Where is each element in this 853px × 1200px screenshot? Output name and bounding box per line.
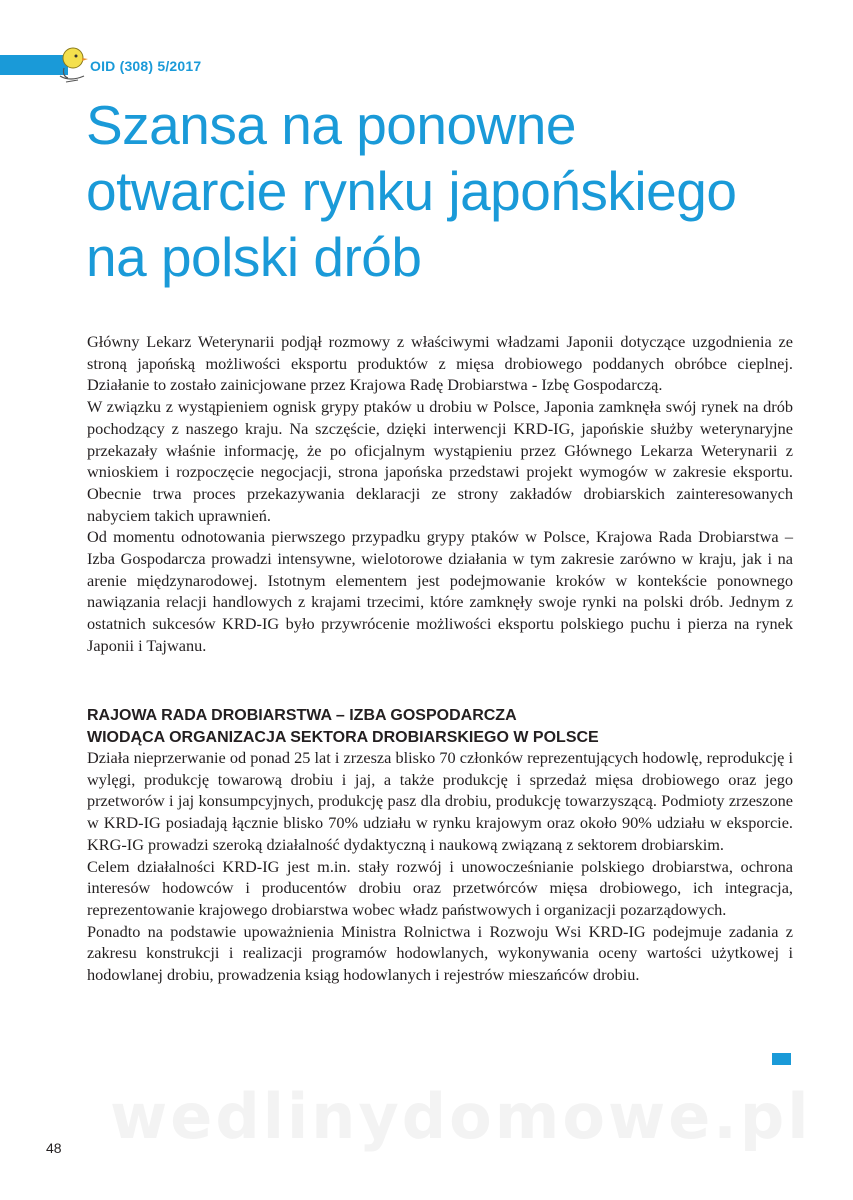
watermark: wedlinydomowe.pl [110,1080,812,1153]
page-number: 48 [46,1140,62,1156]
issue-label: OID (308) 5/2017 [90,58,202,74]
paragraph: Działa nieprzerwanie od ponad 25 lat i zrzesza blisko 70 członków reprezentujących hodowlę, reprodukcję i wylęgi, produkcję towarową drobiu i jaj, a także produkcję i sprzedaż mięsa drobiowego oraz jego przetworów i jaj konsumpcyjnych, produkcję pasz dla drobiu, produkcję towarzyszącą. Podmioty zrzeszone w KRD-IG posiadają łącznie blisko 70% udziału w rynku krajowym oraz około 90% udziału w eksporcie. KRG-IG prowadzi szeroką działalność dydaktyczną i naukową związaną z sektorem drobiarskim. [87,748,793,854]
title-line: Szansa na ponowne [86,94,576,156]
section-text [87,747,793,986]
section-heading-line: WIODĄCA ORGANIZACJA SEKTORA DROBIARSKIEGO W POLSCE [87,728,599,746]
title-line: na polski drób [86,226,422,288]
article-title [86,92,826,290]
chick-logo-icon [58,46,92,86]
paragraph: Ponadto na podstawie upoważnienia Ministra Rolnictwa i Rozwoju Wsi KRD-IG podejmuje zadania z zakresu konstrukcji i realizacji programów hodowlanych, wykonywania oceny wartości użytkowej i hodowlanej drobiu, prowadzenia ksiąg hodowlanych i rejestrów mieszańców drobiu. [87,921,793,985]
section-heading [87,705,793,748]
paragraph: Główny Lekarz Weterynarii podjął rozmowy z właściwymi władzami Japonii dotyczące uzgodnienia ze stroną japońską możliwości eksportu produktów z mięsa drobiowego poddanych obróbce cieplnej. Działanie to zostało zainicjowane przez Krajowa Radę Drobiarstwa - Izbę Gospodarczą. [87,332,793,395]
paragraph: W związku z wystąpieniem ognisk grypy ptaków u drobiu w Polsce, Japonia zamknęła swój rynek na drób pochodzący z naszego kraju. Na szczęście, dzięki interwencji KRD-IG, japońskie służby weterynaryjne przekazały właśnie informację, że po oficjalnym wystąpieniu przez Głównego Lekarza Weterynarii z wnioskiem i rozpoczęcie negocjacji, strona japońska przedstawi projekt wymogów w zakresie eksportu. Obecnie trwa proces przekazywania deklaracji ze strony zakładów drobiarskich zainteresowanych nabyciem takich uprawnień. [87,397,793,525]
paragraph: Od momentu odnotowania pierwszego przypadku grypy ptaków w Polsce, Krajowa Rada Drobiarstwa – Izba Gospodarcza prowadzi intensywne, wielotorowe działania w tym zakresie zarówno w kraju, jak i na arenie międzynarodowej. Istotnym elementem jest podejmowanie kroków w kontekście ponownego nawiązania relacji handlowych z krajami trzecimi, które zamknęły swoje rynki na polski drób. Jednym z ostatnich sukcesów KRD-IG było przywrócenie możliwości eksportu polskiego puchu i pierza na rynek Japonii i Tajwanu. [87,527,793,655]
end-of-article-mark [772,1053,791,1065]
title-line: otwarcie rynku japońskiego [86,160,737,222]
paragraph: Celem działalności KRD-IG jest m.in. stały rozwój i unowocześnianie polskiego drobiarstwa, ochrona interesów hodowców i producentów drobiu oraz przetwórców mięsa drobiowego, ich integracja, reprezentowanie krajowego drobiarstwa wobec władz państwowych i organizacji pozarządowych. [87,856,793,919]
section-heading-line: RAJOWA RADA DROBIARSTWA – IZBA GOSPODARCZA [87,707,517,724]
intro-text [87,331,793,657]
